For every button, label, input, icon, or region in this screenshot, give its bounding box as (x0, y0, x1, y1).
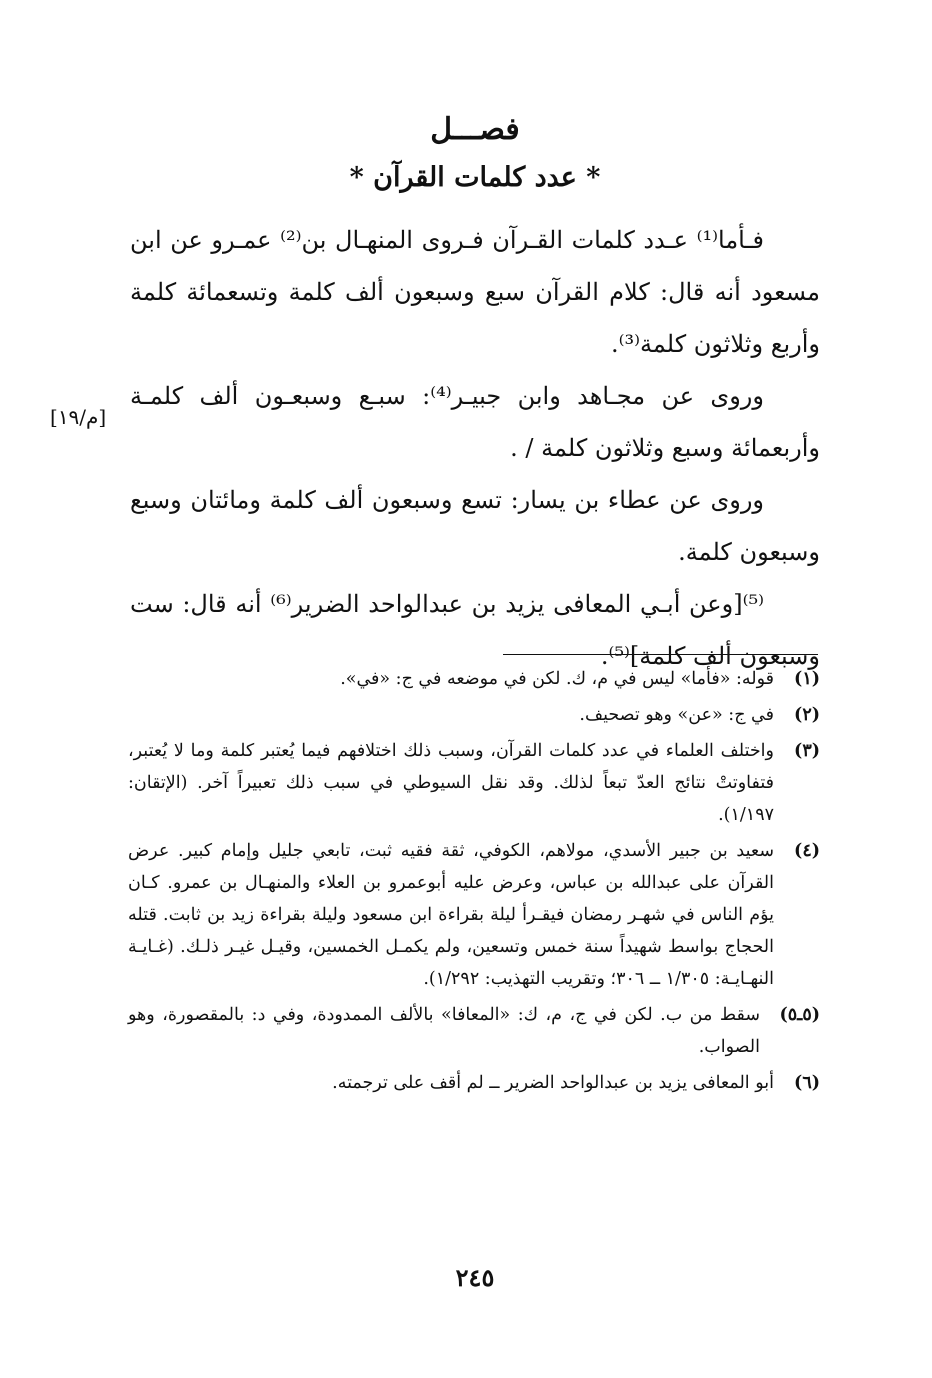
footnote-text: واختلف العلماء في عدد كلمات القرآن، وسبب ذلك اختلافهم فيما يُعتبر كلمة وما لا يُعتبر، فتفاوتتْ نتائج العدّ تبعاً لذلك. وقد نقل السيوطي في سبب ذلك تعبيراً آخر. (الإتقان: ١/١٩٧). (128, 741, 774, 825)
paragraph: وروى عن مجـاهد وابن جبيـر⁽⁴⁾: سبـع وسبعـون ألف كلمـة وأربعمائة وسبع وثلاثون كلمة / . (130, 382, 820, 462)
footnote-number: (٥ـ٥) (779, 1005, 820, 1025)
footnote (128, 699, 820, 731)
manuscript-page-marker: [م/١٩] (50, 405, 107, 429)
page-number: ٢٤٥ (455, 1263, 495, 1292)
section-title: فصـــل (430, 112, 520, 147)
footnote-number: (٣) (794, 741, 820, 761)
footnote-text: قوله: «فأما» ليس في م، ك. لكن في موضعه في ج: «في». (340, 669, 774, 689)
footnote-text: سقط من ب. لكن في ج، م، ك: «المعافا» بالألف الممدودة، وفي د: بالمقصورة، وهو الصواب. (128, 1005, 760, 1057)
footnote (128, 999, 820, 1063)
footnote (128, 835, 820, 995)
footnote-text: أبو المعافى يزيد بن عبدالواحد الضرير ــ لم أقف على ترجمته. (332, 1073, 774, 1093)
paragraph: ⁽⁵⁾[وعن أبـي المعافى يزيد بن عبدالواحد الضرير⁽⁶⁾ أنه قال: ست وسبعون ألف كلمة]⁽⁵⁾. (130, 590, 820, 670)
footnote (128, 735, 820, 831)
footnote-number: (٦) (794, 1073, 820, 1093)
footnote-number: (٢) (794, 705, 820, 725)
paragraph: وروى عن عطاء بن يسار: تسع وسبعون ألف كلمة ومائتان وسبع وسبعون كلمة. (130, 486, 820, 566)
footnote-text: في ج: «عن» وهو تصحيف. (579, 705, 774, 725)
footnotes (128, 663, 820, 1103)
footnote (128, 1067, 820, 1099)
footnote-separator (503, 654, 818, 655)
footnote-text: سعيد بن جبير الأسدي، مولاهم، الكوفي، ثقة فقيه ثبت، تابعي جليل وإمام كبير. عرض القرآن على عبدالله بن عباس، وعرض عليه أبوعمرو بن العلاء والمنهـال بن عمرو. كـان يؤم الناس في شهـر رمضان فيقـرأ ليلة بقراءة ابن مسعود وليلة بقراءة زيد بن ثابت. قتله الحجاج بواسط شهيداً سنة خمس وتسعين، ولم يكمـل الخمسين، وقيـل غيـر ذلـك. (غـايـة النهـايـة: ١/٣٠٥ ــ ٣٠٦؛ وتقريب التهذيب: ١/٢٩٢). (128, 841, 774, 989)
main-text (130, 214, 820, 682)
footnote-number: (١) (794, 669, 820, 689)
footnote-number: (٤) (794, 841, 820, 861)
footnote (128, 663, 820, 695)
section-subtitle: * عدد كلمات القرآن * (349, 162, 601, 193)
paragraph: فـأما⁽¹⁾ عـدد كلمات القـرآن فـروى المنهـال بن⁽²⁾ عمـرو عن ابن مسعود أنه قال: كلام القرآن سبع وسبعون ألف كلمة وتسعمائة كلمة وأربع وثلاثون كلمة⁽³⁾. (130, 226, 820, 358)
